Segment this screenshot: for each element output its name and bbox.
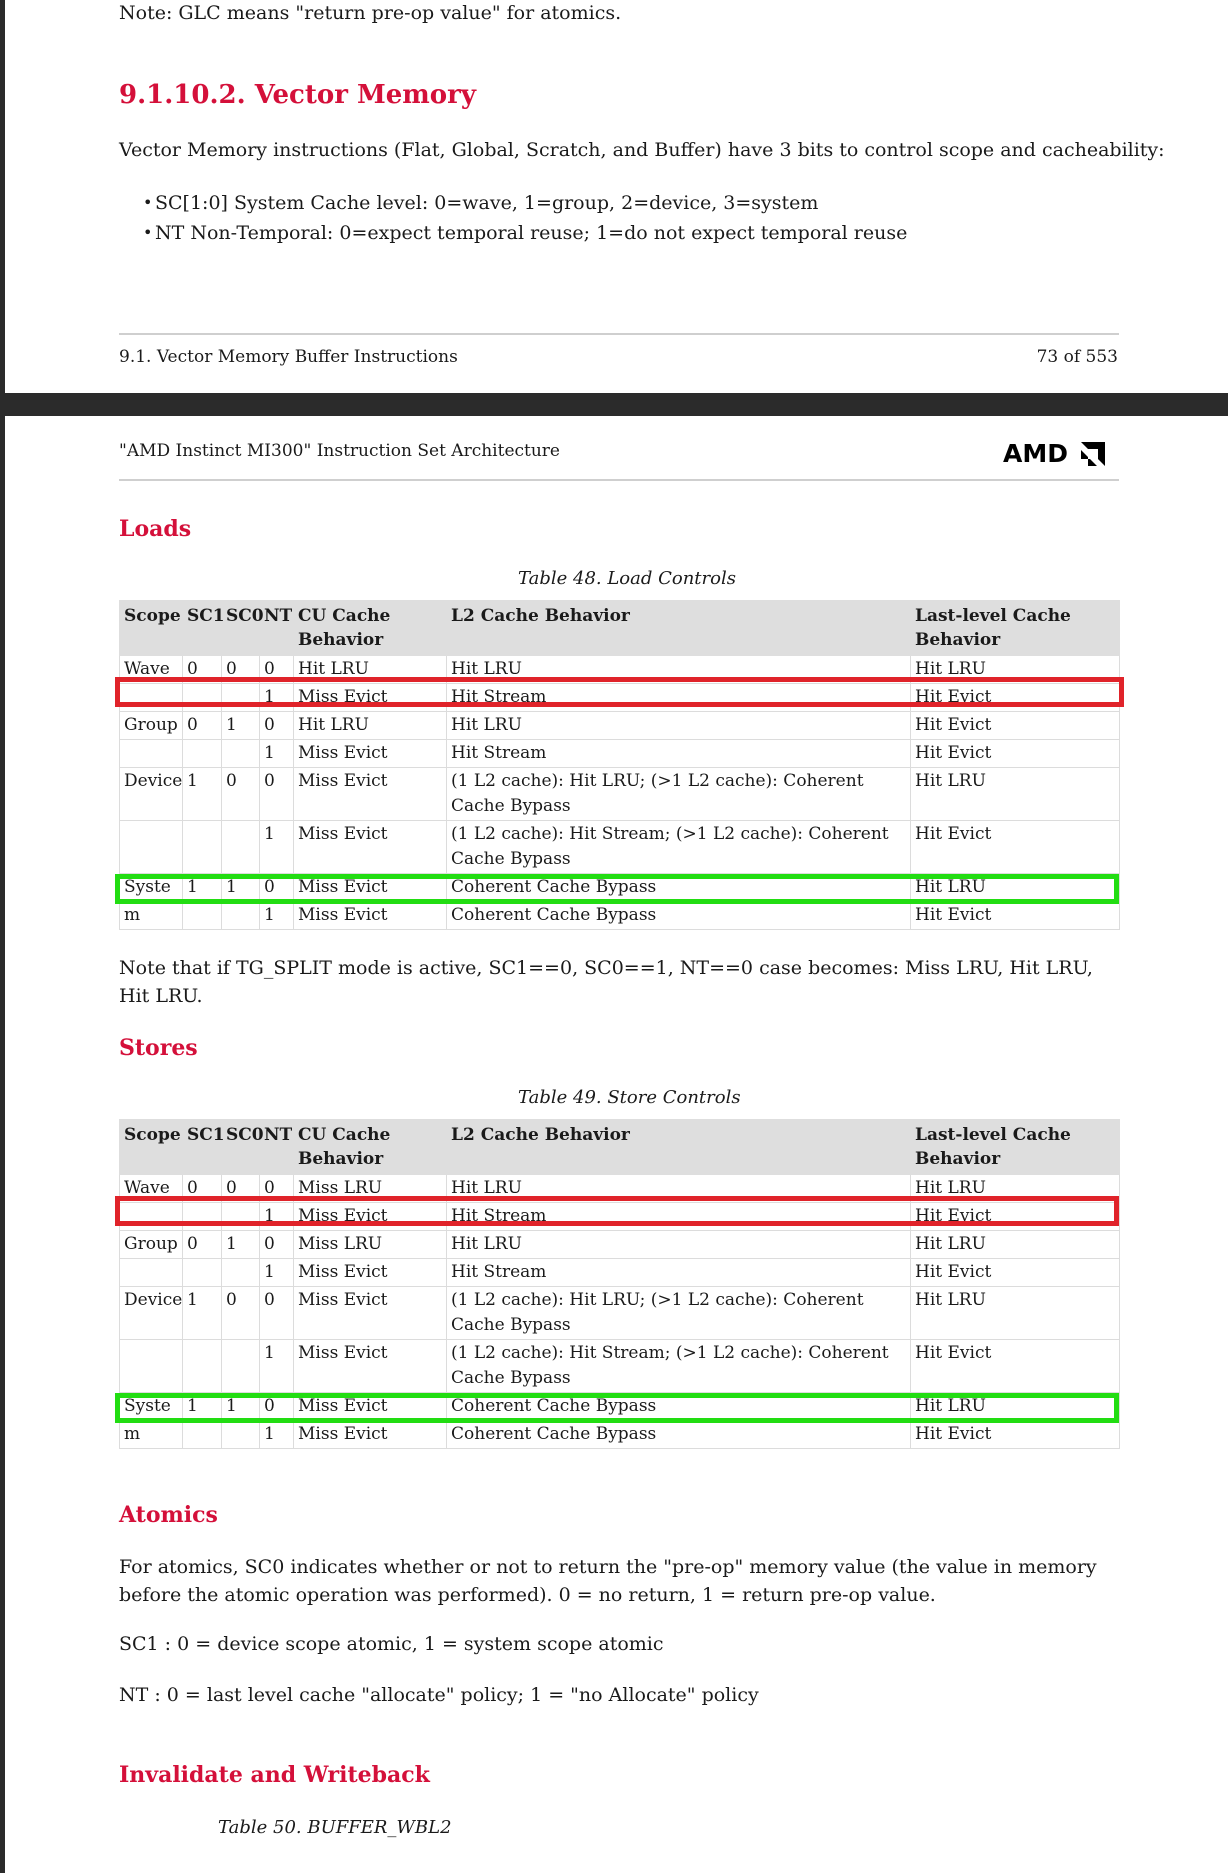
table-cell: Miss Evict	[294, 684, 447, 712]
table-cell: Coherent Cache Bypass	[447, 902, 911, 930]
table-cell	[120, 1259, 183, 1287]
table-cell	[183, 684, 222, 712]
page-74	[5, 416, 1228, 1873]
column-header: NT	[260, 1120, 294, 1175]
amd-logo-text: AMD	[1003, 439, 1068, 468]
table-cell: Miss Evict	[294, 1259, 447, 1287]
table-cell: Device	[120, 1287, 183, 1340]
table-cell: 0	[222, 768, 260, 821]
column-header: L2 Cache Behavior	[447, 601, 911, 656]
bullet-sc: • SC[1:0] System Cache level: 0=wave, 1=group, 2=device, 3=system	[119, 188, 907, 218]
table-cell	[183, 740, 222, 768]
table-cell: Hit LRU	[911, 1175, 1120, 1203]
table-row	[120, 1175, 1120, 1203]
table-cell: Hit LRU	[294, 656, 447, 684]
table-cell: Hit Stream	[447, 1203, 911, 1231]
table-cell: 0	[260, 656, 294, 684]
column-header: SC1	[183, 601, 222, 656]
table-cell: Group	[120, 712, 183, 740]
table-cell: Hit Evict	[911, 684, 1120, 712]
page-number: 73 of 553	[1036, 347, 1118, 367]
table-cell	[222, 1259, 260, 1287]
table-cell: Hit Stream	[447, 1259, 911, 1287]
loads-heading: Loads	[119, 516, 192, 542]
table-cell: Hit LRU	[447, 1175, 911, 1203]
table-cell: 1	[222, 1393, 260, 1421]
column-header: Scope	[120, 601, 183, 656]
table-cell: Miss Evict	[294, 1287, 447, 1340]
table-row	[120, 740, 1120, 768]
table-cell: 1	[260, 684, 294, 712]
table-cell: Hit LRU	[447, 712, 911, 740]
table-cell: m	[120, 1421, 183, 1449]
column-header: Last-level Cache Behavior	[911, 1120, 1120, 1175]
column-header: NT	[260, 601, 294, 656]
table-cell: 0	[260, 874, 294, 902]
table-cell: 1	[222, 874, 260, 902]
table-cell: Coherent Cache Bypass	[447, 1393, 911, 1421]
table-cell	[183, 821, 222, 874]
load-controls-table	[119, 600, 1120, 930]
table-cell: 0	[260, 712, 294, 740]
table-row	[120, 684, 1120, 712]
table-cell: Hit LRU	[294, 712, 447, 740]
bullet-list	[119, 188, 907, 248]
column-header: Last-level Cache Behavior	[911, 601, 1120, 656]
table-cell: 0	[183, 656, 222, 684]
table-cell: 1	[183, 1393, 222, 1421]
column-header: Scope	[120, 1120, 183, 1175]
stores-heading: Stores	[119, 1035, 198, 1061]
table-header-row	[120, 1120, 1120, 1175]
table-cell: 1	[222, 1231, 260, 1259]
table-cell: (1 L2 cache): Hit Stream; (>1 L2 cache): Coherent Cache Bypass	[447, 821, 911, 874]
table-cell: Miss Evict	[294, 1203, 447, 1231]
section-title: 9.1.10.2. Vector Memory	[119, 80, 476, 110]
page-73	[5, 0, 1228, 393]
invalidate-heading: Invalidate and Writeback	[119, 1762, 430, 1788]
table-cell	[222, 1203, 260, 1231]
table-cell	[183, 1203, 222, 1231]
table-cell: 1	[183, 768, 222, 821]
intro-paragraph: Vector Memory instructions (Flat, Global, Scratch, and Buffer) have 3 bits to control scope and cacheability:	[119, 139, 1165, 161]
atomics-paragraph-1: For atomics, SC0 indicates whether or not to return the "pre-op" memory value (the value in memory before the atomic operation was performed). 0 = no return, 1 = return pre-op value.	[119, 1556, 1097, 1606]
table-cell: 0	[183, 1231, 222, 1259]
amd-arrow-icon	[1081, 442, 1105, 466]
table-cell: Coherent Cache Bypass	[447, 1421, 911, 1449]
table-cell: Coherent Cache Bypass	[447, 874, 911, 902]
footer-divider	[119, 333, 1119, 335]
table-row	[120, 712, 1120, 740]
table-cell: Miss LRU	[294, 1231, 447, 1259]
column-header: SC1	[183, 1120, 222, 1175]
table-cell: 0	[260, 1175, 294, 1203]
table-cell: Group	[120, 1231, 183, 1259]
table-row	[120, 1393, 1120, 1421]
table-cell	[222, 1421, 260, 1449]
table-cell	[120, 740, 183, 768]
table-cell: 1	[260, 1203, 294, 1231]
table-cell: Miss Evict	[294, 1393, 447, 1421]
table-cell: (1 L2 cache): Hit Stream; (>1 L2 cache): Coherent Cache Bypass	[447, 1340, 911, 1393]
table-row	[120, 1421, 1120, 1449]
table-cell: 1	[183, 874, 222, 902]
table-cell: Hit Evict	[911, 712, 1120, 740]
store-controls-table	[119, 1119, 1120, 1449]
stores-table-caption: Table 49. Store Controls	[518, 1087, 741, 1108]
table-cell: Hit Stream	[447, 740, 911, 768]
table-cell: 1	[260, 740, 294, 768]
column-header: SC0	[222, 1120, 260, 1175]
table-cell: Device	[120, 768, 183, 821]
table-cell: Wave	[120, 1175, 183, 1203]
table-cell	[222, 1340, 260, 1393]
table-cell: Hit LRU	[911, 768, 1120, 821]
table-cell: Hit Evict	[911, 1203, 1120, 1231]
table-cell: Miss Evict	[294, 1421, 447, 1449]
atomics-paragraph-2: SC1 : 0 = device scope atomic, 1 = system scope atomic	[119, 1633, 664, 1655]
table-cell: 1	[222, 712, 260, 740]
table-cell: 1	[260, 1340, 294, 1393]
footer-section: 9.1. Vector Memory Buffer Instructions	[119, 347, 458, 367]
table-cell: Hit Evict	[911, 740, 1120, 768]
table-cell: Hit Evict	[911, 902, 1120, 930]
table-row	[120, 1287, 1120, 1340]
table-cell: Miss Evict	[294, 1340, 447, 1393]
table-cell	[120, 821, 183, 874]
table-row	[120, 902, 1120, 930]
table-cell: 0	[260, 1393, 294, 1421]
table-row	[120, 874, 1120, 902]
table-row	[120, 768, 1120, 821]
table-cell	[222, 821, 260, 874]
table-cell: 0	[183, 1175, 222, 1203]
column-header: L2 Cache Behavior	[447, 1120, 911, 1175]
atomics-heading: Atomics	[119, 1502, 218, 1528]
table-cell: Hit LRU	[447, 656, 911, 684]
table-cell	[183, 1421, 222, 1449]
table-row	[120, 1259, 1120, 1287]
bullet-nt: • NT Non-Temporal: 0=expect temporal reuse; 1=do not expect temporal reuse	[119, 218, 907, 248]
atomics-paragraph-3: NT : 0 = last level cache "allocate" policy; 1 = "no Allocate" policy	[119, 1684, 759, 1706]
table-cell: Hit LRU	[447, 1231, 911, 1259]
table-cell: Syste	[120, 874, 183, 902]
table-cell: 1	[183, 1287, 222, 1340]
table-cell: Miss Evict	[294, 874, 447, 902]
column-header: CU Cache Behavior	[294, 1120, 447, 1175]
table-cell: Miss Evict	[294, 902, 447, 930]
table-cell: Hit Evict	[911, 1259, 1120, 1287]
table-cell	[183, 1259, 222, 1287]
buffer-wbl2-caption: Table 50. BUFFER_WBL2	[218, 1817, 452, 1838]
header-title: "AMD Instinct MI300" Instruction Set Architecture	[119, 441, 560, 461]
table-header-row	[120, 601, 1120, 656]
table-row	[120, 821, 1120, 874]
table-cell: Hit LRU	[911, 1287, 1120, 1340]
table-cell: 0	[222, 1175, 260, 1203]
table-cell: Hit Evict	[911, 821, 1120, 874]
table-cell	[183, 902, 222, 930]
header-divider	[119, 479, 1119, 481]
glc-note: Note: GLC means "return pre-op value" for atomics.	[119, 2, 622, 24]
table-cell: Hit LRU	[911, 656, 1120, 684]
table-cell: Hit Evict	[911, 1340, 1120, 1393]
table-cell	[222, 684, 260, 712]
table-cell: (1 L2 cache): Hit LRU; (>1 L2 cache): Coherent Cache Bypass	[447, 1287, 911, 1340]
table-cell: Miss Evict	[294, 740, 447, 768]
loads-table-caption: Table 48. Load Controls	[518, 568, 736, 589]
table-cell	[120, 1203, 183, 1231]
table-cell: 0	[260, 768, 294, 821]
table-cell: Hit LRU	[911, 874, 1120, 902]
table-cell: Hit Evict	[911, 1421, 1120, 1449]
table-cell: Miss LRU	[294, 1175, 447, 1203]
table-cell	[120, 1340, 183, 1393]
table-cell	[183, 1340, 222, 1393]
table-cell: (1 L2 cache): Hit LRU; (>1 L2 cache): Coherent Cache Bypass	[447, 768, 911, 821]
table-cell	[222, 740, 260, 768]
table-cell: 0	[222, 1287, 260, 1340]
amd-logo	[1003, 438, 1107, 468]
table-cell: 0	[183, 712, 222, 740]
table-cell: Hit LRU	[911, 1231, 1120, 1259]
table-cell: Miss Evict	[294, 821, 447, 874]
table-row	[120, 1340, 1120, 1393]
table-cell	[222, 902, 260, 930]
table-row	[120, 1203, 1120, 1231]
table-cell	[120, 684, 183, 712]
tg-split-note: Note that if TG_SPLIT mode is active, SC1==0, SC0==1, NT==0 case becomes: Miss LRU, Hit LRU, Hit LRU.	[119, 957, 1093, 1007]
table-cell: Miss Evict	[294, 768, 447, 821]
table-cell: 1	[260, 902, 294, 930]
table-cell: m	[120, 902, 183, 930]
table-cell: Hit Stream	[447, 684, 911, 712]
table-cell: Wave	[120, 656, 183, 684]
table-row	[120, 656, 1120, 684]
table-cell: 0	[260, 1287, 294, 1340]
table-cell: 1	[260, 1421, 294, 1449]
table-cell: Syste	[120, 1393, 183, 1421]
table-cell: 0	[222, 656, 260, 684]
table-row	[120, 1231, 1120, 1259]
column-header: SC0	[222, 601, 260, 656]
table-cell: 1	[260, 821, 294, 874]
column-header: CU Cache Behavior	[294, 601, 447, 656]
table-cell: Hit LRU	[911, 1393, 1120, 1421]
table-cell: 1	[260, 1259, 294, 1287]
table-cell: 0	[260, 1231, 294, 1259]
